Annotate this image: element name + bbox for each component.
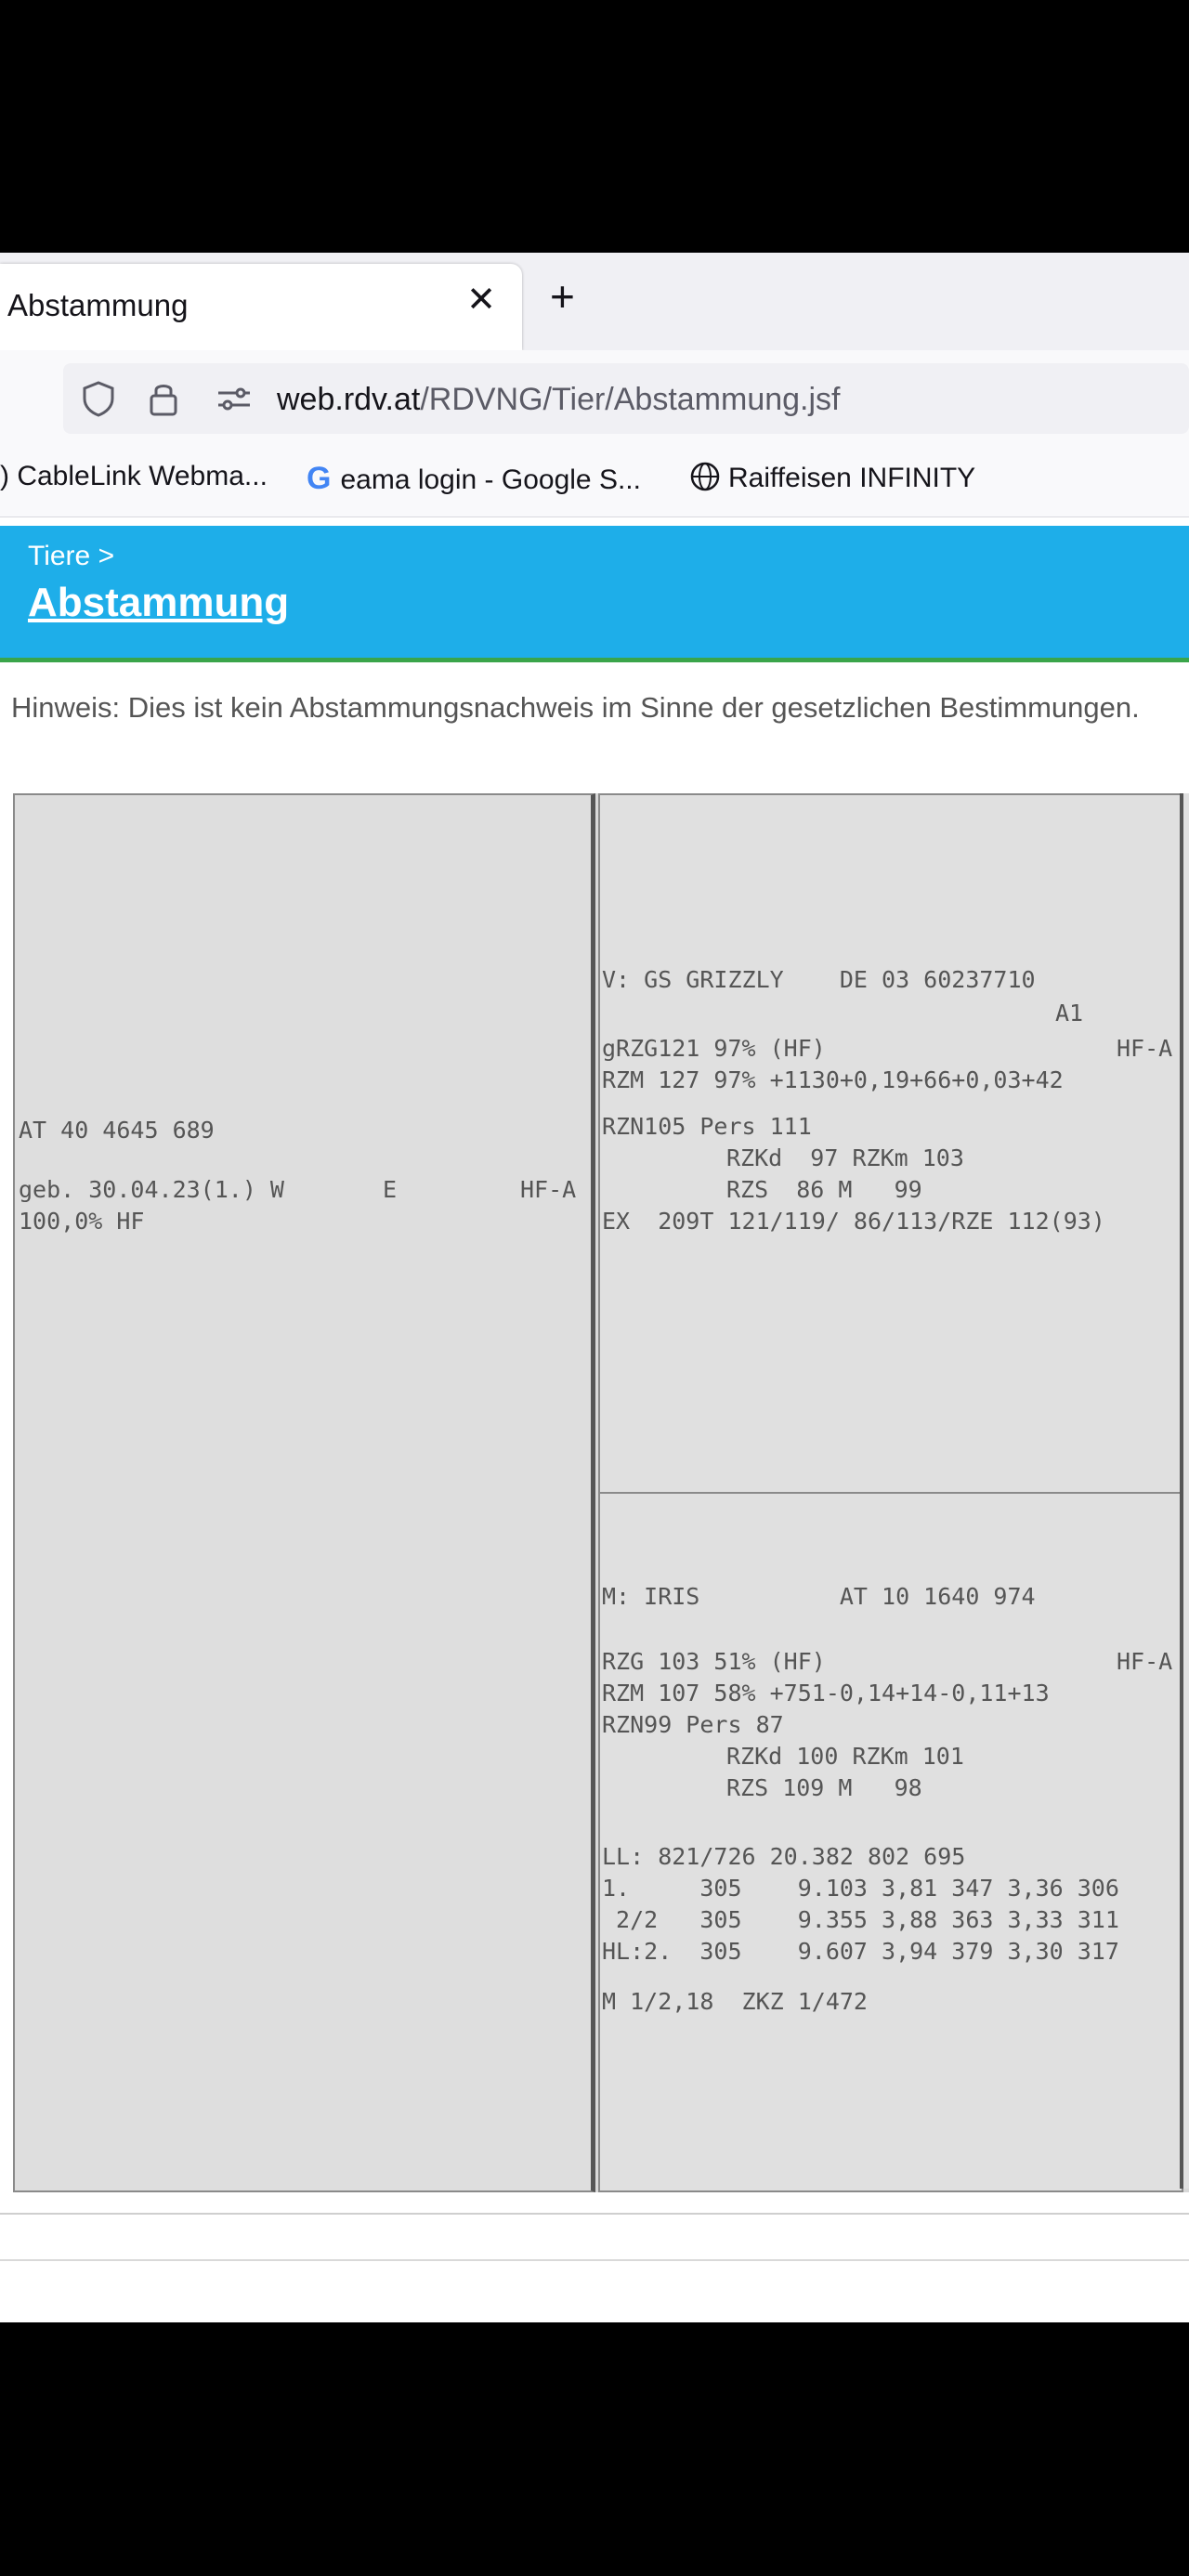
page-title[interactable]: Abstammung	[28, 580, 290, 625]
animal-birth: geb. 30.04.23(1.) W	[19, 1176, 284, 1203]
sire-cell[interactable]	[598, 793, 1183, 1495]
tab-abstammung[interactable]	[0, 264, 522, 350]
page-header	[0, 526, 1189, 662]
sire-name: V: GS GRIZZLY DE 03 60237710	[602, 966, 1036, 993]
sire-rzg: gRZG121 97% (HF)	[602, 1035, 826, 1062]
sire-breed-code: HF-A	[1117, 1035, 1173, 1062]
permissions-icon[interactable]	[216, 380, 253, 417]
new-tab-button[interactable]: +	[550, 272, 575, 320]
dam-rzg: RZG 103 51% (HF)	[602, 1648, 826, 1675]
bookmark-label: Raiffeisen INFINITY	[728, 463, 976, 493]
sire-rzm: RZM 127 97% +1130+0,19+66+0,03+42	[602, 1066, 1064, 1093]
tab-strip	[0, 253, 1189, 350]
bookmark-label: eama login - Google S...	[340, 464, 641, 495]
lock-icon[interactable]	[147, 380, 180, 417]
notice-text: Hinweis: Dies ist kein Abstammungsnachweis im Sinne der gesetzlichen Bestimmungen.	[11, 691, 1140, 724]
dam-rzs: RZS 109 M 98	[726, 1774, 922, 1801]
dam-breed-code: HF-A	[1117, 1648, 1173, 1675]
dam-rzkd: RZKd 100 RZKm 101	[726, 1743, 964, 1770]
url-path: /RDVNG/Tier/Abstammung.jsf	[420, 382, 841, 417]
browser-window	[0, 253, 1189, 2322]
animal-cell	[13, 793, 595, 2192]
bookmarks-bar	[0, 448, 1189, 517]
bookmark-cablelink[interactable]: ) CableLink Webma...	[0, 461, 268, 491]
dam-name: M: IRIS AT 10 1640 974	[602, 1583, 1036, 1610]
globe-icon	[689, 461, 721, 492]
dam-rzm: RZM 107 58% +751-0,14+14-0,11+13	[602, 1680, 1050, 1706]
dam-lactation-1: 1. 305 9.103 3,81 347 3,36 306	[602, 1875, 1119, 1902]
url-domain: web.rdv.at	[277, 382, 421, 417]
navigation-toolbar	[0, 350, 1189, 448]
url-text[interactable]	[277, 382, 841, 418]
dam-best-lactation: HL:2. 305 9.607 3,94 379 3,30 317	[602, 1938, 1119, 1965]
sire-class: A1	[1055, 1000, 1084, 1026]
sire-ex: EX 209T 121/119/ 86/113/RZE 112(93)	[602, 1208, 1105, 1235]
tab-title: Abstammung	[7, 288, 189, 322]
dam-lactation-2: 2/2 305 9.355 3,88 363 3,33 311	[602, 1906, 1119, 1933]
dam-lifetime-yield: LL: 821/726 20.382 802 695	[602, 1843, 966, 1870]
bookmark-eama-login[interactable]	[307, 461, 641, 497]
breadcrumb[interactable]: Tiere >	[28, 541, 115, 571]
url-bar[interactable]	[63, 363, 1189, 434]
animal-breed-code: HF-A	[520, 1176, 577, 1203]
animal-e: E	[383, 1176, 398, 1203]
pedigree-table	[13, 793, 1189, 2192]
animal-id: AT 40 4645 689	[19, 1117, 215, 1144]
sire-rzkd: RZKd 97 RZKm 103	[726, 1144, 964, 1171]
dam-rzn: RZN99 Pers 87	[602, 1711, 784, 1738]
dam-calving: M 1/2,18 ZKZ 1/472	[602, 1988, 868, 2015]
sire-rzs: RZS 86 M 99	[726, 1176, 922, 1203]
grandparents-column	[1180, 793, 1189, 2189]
divider	[0, 2213, 1189, 2215]
close-icon[interactable]: ✕	[466, 281, 496, 320]
dam-cell[interactable]	[598, 1492, 1183, 2192]
shield-icon[interactable]	[80, 380, 117, 417]
bookmark-raiffeisen[interactable]	[689, 461, 975, 494]
divider	[0, 2259, 1189, 2261]
animal-share: 100,0% HF	[19, 1208, 145, 1235]
google-icon: G	[307, 461, 332, 496]
sire-rzn: RZN105 Pers 111	[602, 1113, 812, 1140]
